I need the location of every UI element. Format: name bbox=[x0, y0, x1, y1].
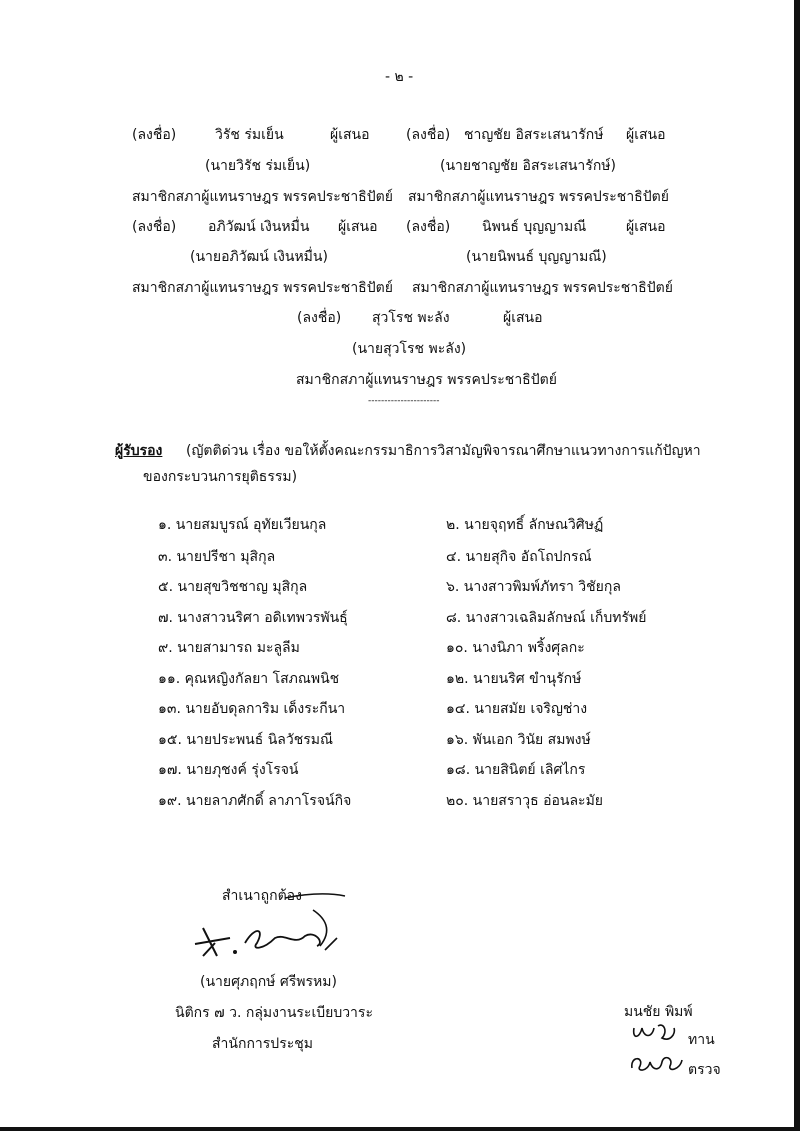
signer-party: สมาชิกสภาผู้แทนราษฎร พรรคประชาธิปัตย์ bbox=[412, 280, 673, 296]
endorser-item: ๖. นางสาวพิมพ์ภัทรา วิชัยกุล bbox=[446, 579, 621, 595]
role-label: ผู้เสนอ bbox=[503, 310, 543, 326]
certified-copy-label: สำเนาถูกต้อง bbox=[222, 888, 302, 904]
endorser-item: ๙. นายสามารถ มะลูลีม bbox=[158, 640, 300, 656]
endorser-item: ๑๗. นายภุชงค์ รุ่งโรจน์ bbox=[158, 762, 299, 778]
scan-edge-right bbox=[794, 0, 800, 1131]
endorser-item: ๗. นางสาวนริศา อดิเทพวรพันธุ์ bbox=[158, 610, 348, 626]
endorser-item: ๑๓. นายอับดุลการิม เด็งระกีนา bbox=[158, 701, 346, 717]
signature-text: ชาญชัย อิสระเสนารักษ์ bbox=[464, 127, 604, 143]
endorser-item: ๑๐. นางนิภา พริ้งศุลกะ bbox=[446, 640, 585, 656]
signer-name: (นายสุวโรช พะลัง) bbox=[352, 341, 467, 357]
typist-label: มนชัย พิมพ์ bbox=[624, 1004, 693, 1020]
verified-label: ตรวจ bbox=[688, 1062, 721, 1078]
endorser-item: ๑๙. นายลาภศักดิ์ ลาภาโรจน์กิจ bbox=[158, 793, 352, 809]
endorsers-label: ผู้รับรอง bbox=[115, 443, 163, 459]
sign-label: (ลงชื่อ) bbox=[406, 219, 451, 235]
sign-label: (ลงชื่อ) bbox=[406, 127, 451, 143]
signer-party: สมาชิกสภาผู้แทนราษฎร พรรคประชาธิปัตย์ bbox=[408, 189, 669, 205]
endorser-item: ๑๘. นายสินิตย์ เลิศไกร bbox=[446, 762, 586, 778]
sign-label: (ลงชื่อ) bbox=[132, 127, 177, 143]
role-label: ผู้เสนอ bbox=[330, 127, 370, 143]
endorser-item: ๒๐. นายสราวุธ อ่อนละมัย bbox=[446, 793, 604, 809]
role-label: ผู้เสนอ bbox=[626, 219, 666, 235]
endorser-item: ๓. นายปรีชา มุสิกุล bbox=[158, 549, 276, 565]
signature-text: อภิวัฒน์ เงินหมื่น bbox=[208, 219, 310, 235]
sign-label: (ลงชื่อ) bbox=[297, 310, 342, 326]
certifier-name: (นายศุภฤกษ์ ศรีพรหม) bbox=[200, 974, 337, 990]
verifier-initials bbox=[628, 1050, 684, 1076]
signature-text: วิรัช ร่มเย็น bbox=[215, 127, 284, 143]
endorser-item: ๑๖. พันเอก วินัย สมพงษ์ bbox=[446, 732, 591, 748]
endorser-item: ๑. นายสมบูรณ์ อุทัยเวียนกุล bbox=[158, 517, 327, 533]
separator-line: ---------------------- bbox=[368, 396, 440, 406]
checked-label: ทาน bbox=[688, 1032, 715, 1048]
signer-name: (นายชาญชัย อิสระเสนารักษ์) bbox=[440, 158, 616, 174]
endorser-item: ๑๑. คุณหญิงกัลยา โสภณพนิช bbox=[158, 671, 340, 687]
certifier-office: สำนักการประชุม bbox=[212, 1036, 313, 1052]
role-label: ผู้เสนอ bbox=[338, 219, 378, 235]
scan-edge-bottom bbox=[0, 1127, 800, 1131]
endorser-item: ๑๔. นายสมัย เจริญช่าง bbox=[446, 701, 588, 717]
sign-label: (ลงชื่อ) bbox=[132, 219, 177, 235]
signer-party: สมาชิกสภาผู้แทนราษฎร พรรคประชาธิปัตย์ bbox=[132, 280, 393, 296]
subject-line-2: ของกระบวนการยุติธรรม) bbox=[143, 469, 298, 485]
proofreader-initials bbox=[630, 1020, 680, 1046]
endorser-item: ๔. นายสุกิจ อัถโถปกรณ์ bbox=[446, 549, 592, 565]
signature-text: นิพนธ์ บุญญามณี bbox=[482, 219, 587, 235]
subject-line-1: (ญัตติด่วน เรื่อง ขอให้ตั้งคณะกรรมาธิการวิสามัญพิจารณาศึกษาแนวทางการแก้ปัญหา bbox=[186, 443, 701, 459]
signature-text: สุวโรช พะลัง bbox=[372, 310, 450, 326]
page-number: - ๒ - bbox=[385, 69, 414, 85]
signer-name: (นายนิพนธ์ บุญญามณี) bbox=[466, 249, 607, 265]
endorser-item: ๕. นายสุขวิชชาญ มุสิกุล bbox=[158, 579, 308, 595]
certifier-signature bbox=[185, 888, 355, 963]
signer-name: (นายอภิวัฒน์ เงินหมื่น) bbox=[190, 249, 328, 265]
signer-party: สมาชิกสภาผู้แทนราษฎร พรรคประชาธิปัตย์ bbox=[296, 372, 557, 388]
signer-party: สมาชิกสภาผู้แทนราษฎร พรรคประชาธิปัตย์ bbox=[132, 189, 393, 205]
role-label: ผู้เสนอ bbox=[626, 127, 666, 143]
signer-name: (นายวิรัช ร่มเย็น) bbox=[205, 158, 311, 174]
endorser-item: ๘. นางสาวเฉลิมลักษณ์ เก็บทรัพย์ bbox=[446, 610, 647, 626]
endorser-item: ๒. นายจุฤทธิ์ ลักษณวิศิษฏ์ bbox=[446, 517, 604, 533]
certifier-position: นิติกร ๗ ว. กลุ่มงานระเบียบวาระ bbox=[175, 1005, 373, 1021]
endorser-item: ๑๕. นายประพนธ์ นิลวัชรมณี bbox=[158, 732, 333, 748]
endorser-item: ๑๒. นายนริศ ขำนุรักษ์ bbox=[446, 671, 582, 687]
